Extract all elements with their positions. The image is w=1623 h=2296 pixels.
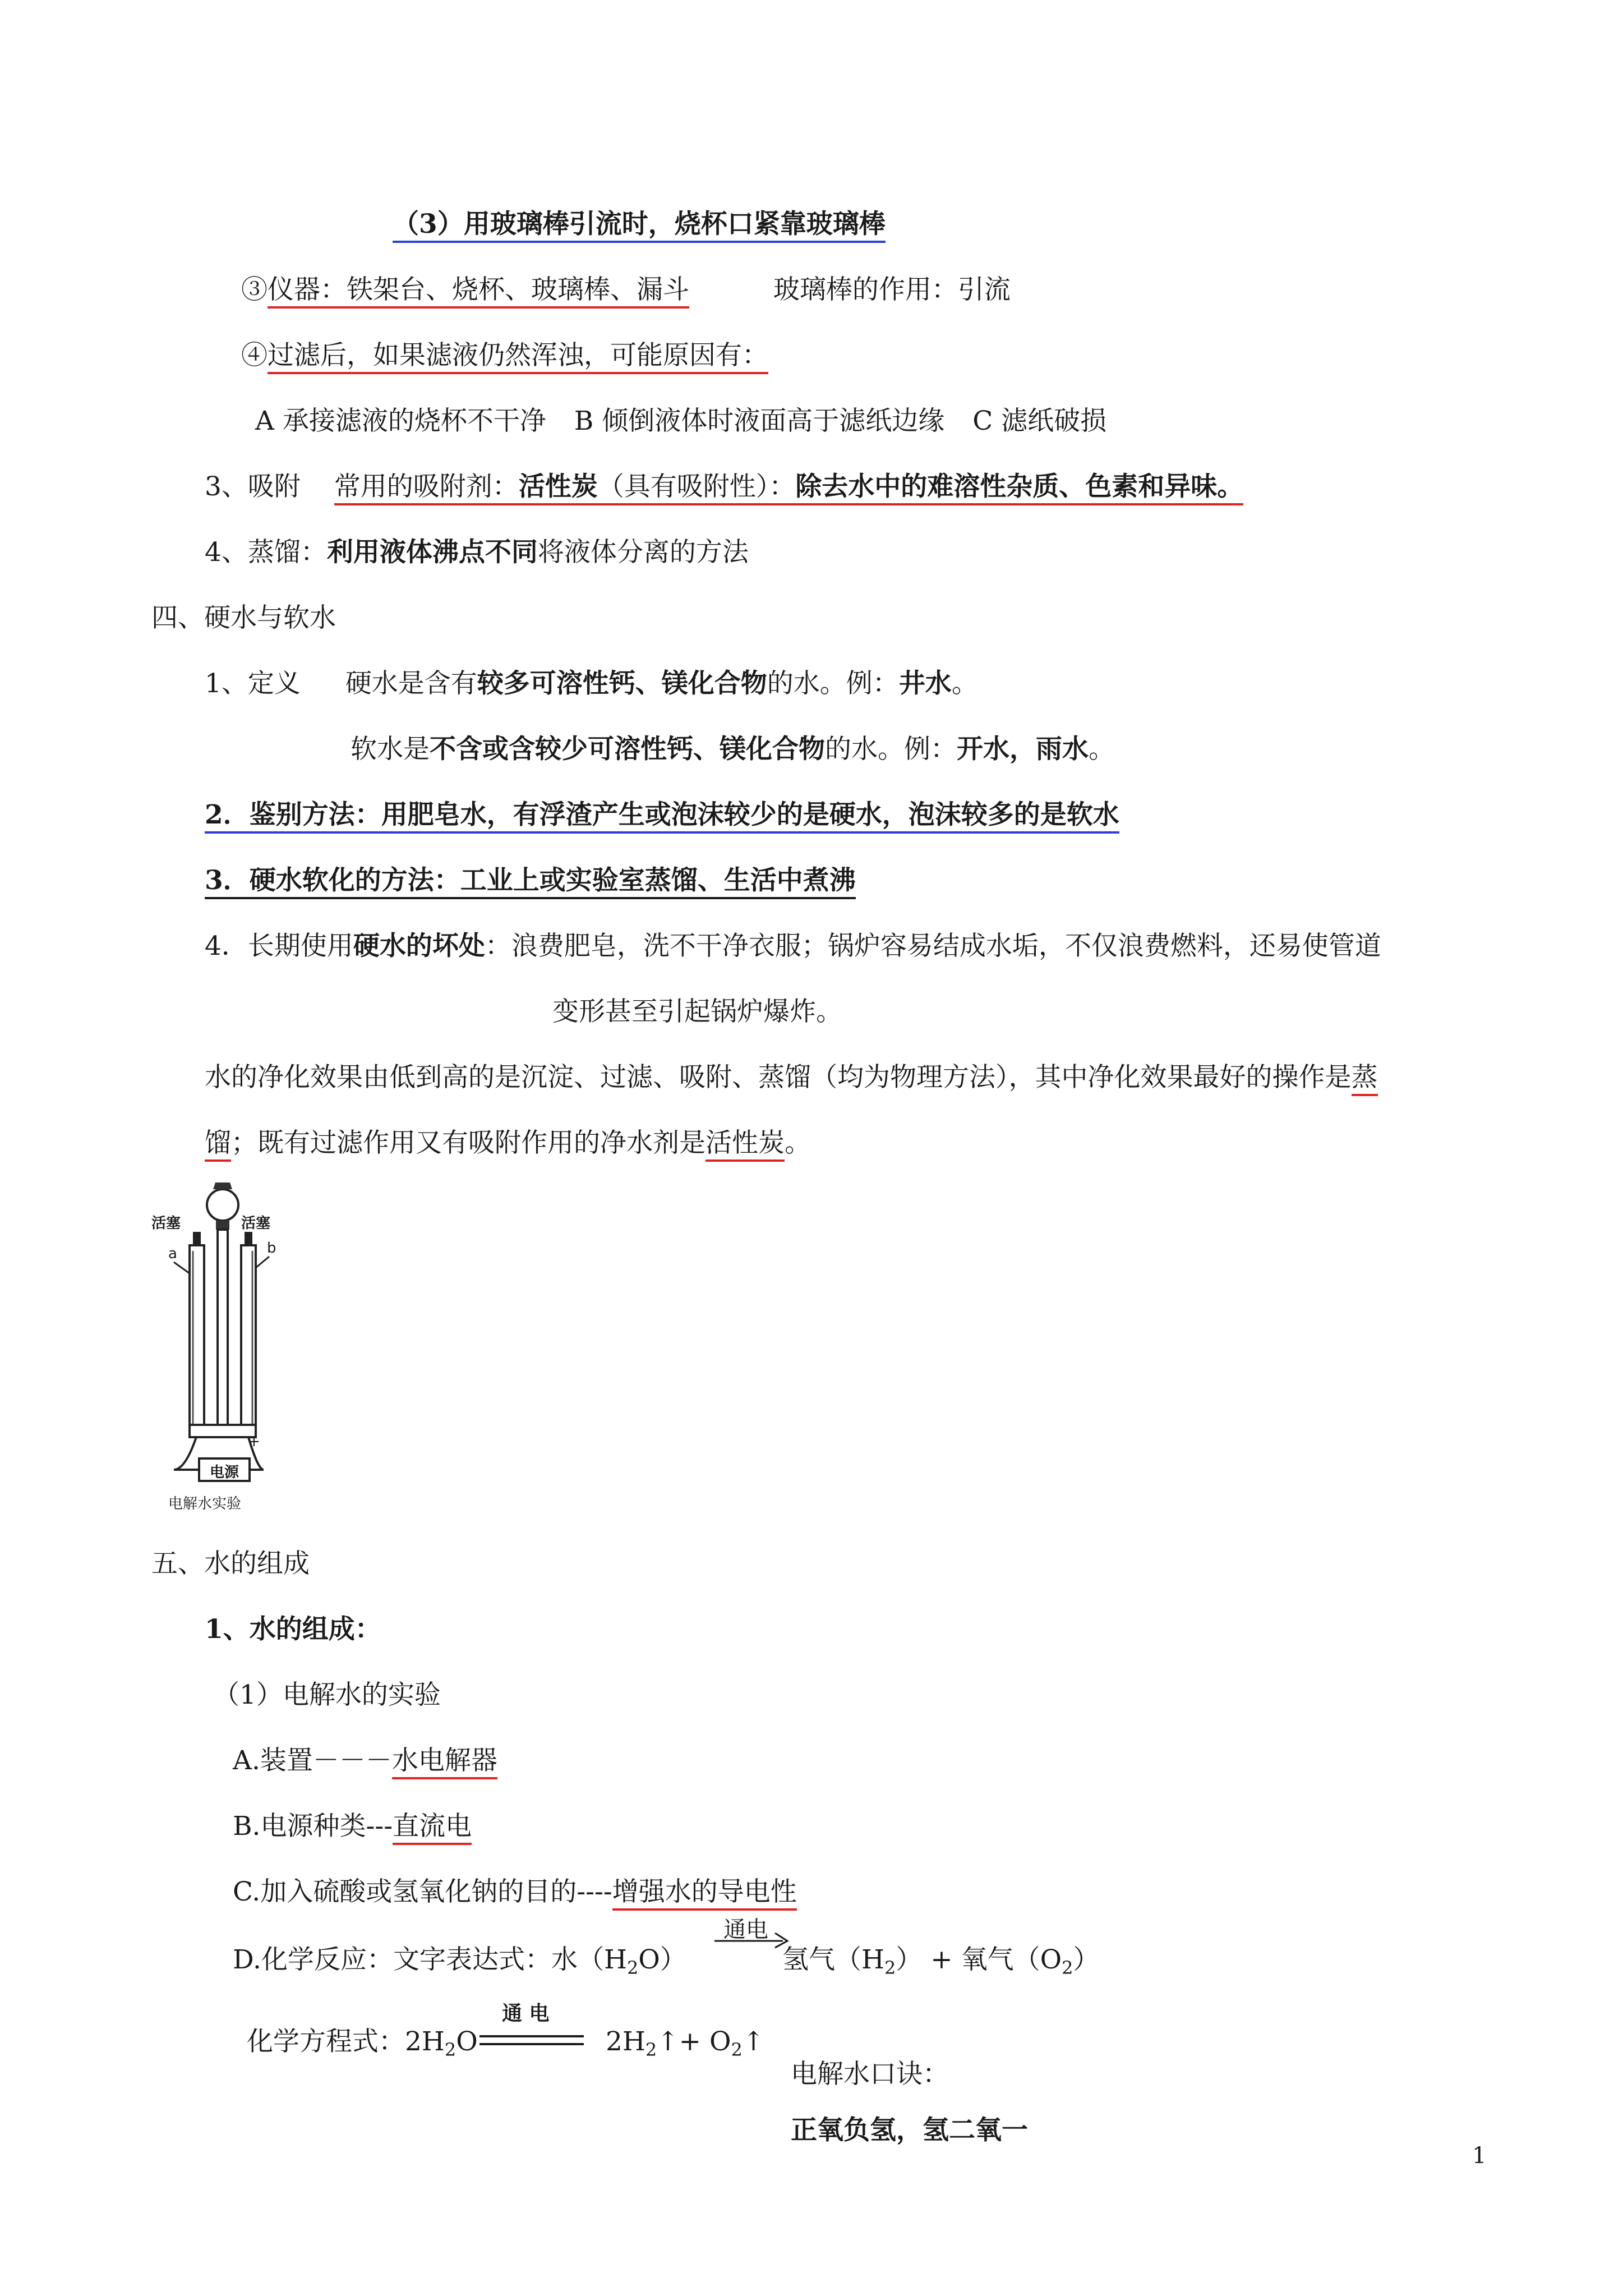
chem-eq-product-1: 2H	[606, 2026, 645, 2057]
line-8	[205, 667, 978, 701]
mnemonic-title: 电解水口诀：	[791, 2059, 949, 2090]
plus-terminal: +	[248, 1433, 260, 1450]
soft-water-example: 开水，雨水	[957, 734, 1089, 765]
line-4	[255, 404, 1106, 438]
subscript: 2	[645, 2039, 657, 2060]
period: 。	[785, 1128, 811, 1158]
chem-eq-product-2: ↑+ O	[657, 2026, 731, 2057]
harm-key: 硬水的坏处	[353, 931, 485, 961]
subscript: 2	[731, 2039, 743, 2060]
line-3	[241, 339, 768, 372]
chem-eq-equals	[479, 2032, 586, 2049]
additive-purpose-label: C.加入硫酸或氢氧化钠的目的----	[233, 1876, 612, 1907]
purification-order: 水的净化效果由低到高的是沉淀、过滤、吸附、蒸馏（均为物理方法），其中净化效果最好的操作是	[205, 1062, 1352, 1093]
hard-water-key: 较多可溶性钙、镁化合物	[477, 668, 767, 699]
line-1	[393, 208, 886, 241]
power-type-label: B.电源种类---	[233, 1811, 393, 1842]
line-6	[205, 536, 749, 569]
tube-b-label: b	[267, 1240, 276, 1257]
power-source-label: 电源	[210, 1464, 239, 1481]
line-10	[205, 798, 1119, 832]
word-eq-reactant: D.化学反应：文字表达式：水（H	[233, 1944, 627, 1975]
figure-caption: 电解水实验	[168, 1496, 242, 1512]
line-12	[205, 930, 1381, 963]
word-eq-product-1: 氢气（H	[782, 1944, 884, 1975]
purifier-intro: ；既有过滤作用又有吸附作用的净水剂是	[231, 1128, 706, 1158]
hard-water-example-label: 的水。例：	[767, 668, 899, 699]
best-method-part2: 馏	[205, 1128, 231, 1162]
adsorbent-label: 常用的吸附剂：	[334, 471, 519, 502]
distillation-principle: 利用液体沸点不同	[326, 537, 538, 568]
apparatus-label: A.装置－－－	[233, 1745, 392, 1776]
line-21	[233, 1875, 797, 1909]
best-method-part1: 蒸	[1352, 1062, 1378, 1096]
period: 。	[951, 668, 978, 699]
subscript: 2	[626, 1957, 639, 1978]
word-eq-reactant-end: O）	[638, 1944, 686, 1975]
gas-arrow: ↑	[742, 2026, 765, 2057]
page-number: 1	[1472, 2143, 1487, 2169]
apparatus-list: 仪器：铁架台、烧杯、玻璃棒、漏斗	[268, 274, 689, 309]
soft-water-key: 不含或含较少可溶性钙、镁化合物	[430, 734, 825, 765]
valve-label-right: 活塞	[241, 1215, 271, 1232]
circled-3: ③	[241, 274, 268, 305]
glass-rod-role: 玻璃棒的作用：引流	[773, 274, 1011, 305]
line-19	[233, 1744, 497, 1778]
softening-method: 3．硬水软化的方法：工业上或实验室蒸馏、生活中煮沸	[205, 865, 856, 899]
word-eq-arrow	[712, 1929, 791, 1949]
line-23-products	[606, 2025, 764, 2067]
reason-a: A 承接滤液的烧杯不干净	[255, 406, 546, 436]
line-14	[205, 1061, 1378, 1094]
additive-purpose-answer: 增强水的导电性	[612, 1876, 797, 1911]
apparatus-answer: 水电解器	[392, 1745, 497, 1779]
distillation-heading: 4、蒸馏：	[205, 537, 327, 568]
tube-a-label: a	[168, 1245, 177, 1262]
chem-eq-condition: 通 电	[502, 2002, 550, 2025]
identification-method: 2．鉴别方法：用肥皂水，有浮渣产生或泡沫较少的是硬水，泡沫较多的是软水	[205, 799, 1119, 834]
hard-water-example: 井水	[898, 668, 952, 699]
harm-desc-cont: 变形甚至引起锅炉爆炸。	[552, 996, 842, 1027]
word-eq-end: ）	[1073, 1944, 1100, 1975]
reason-c: C 滤纸破损	[972, 406, 1107, 436]
hard-water-text: 硬水是含有	[345, 668, 477, 699]
line-5	[205, 470, 1243, 504]
distillation-desc: 将液体分离的方法	[537, 537, 749, 568]
adsorption-effect: 除去水中的难溶性杂质、色素和异味。	[795, 471, 1244, 502]
electrolysis-figure	[151, 1178, 280, 1515]
subscript: 2	[884, 1957, 896, 1978]
line-2	[241, 273, 1011, 307]
water-composition-heading: 1、水的组成：	[205, 1614, 381, 1645]
power-type-answer: 直流电	[393, 1811, 472, 1845]
definition-heading: 1、定义	[205, 668, 301, 699]
section-5-title: 五、水的组成	[151, 1548, 310, 1579]
line-9	[351, 733, 1115, 766]
line-15	[205, 1126, 811, 1160]
line-23	[247, 2025, 478, 2067]
subscript: 2	[444, 2039, 457, 2060]
line-11	[205, 864, 856, 898]
valve-label-left: 活塞	[151, 1215, 181, 1232]
line-22-products	[782, 1943, 1100, 1985]
purifier-name: 活性炭	[706, 1128, 785, 1162]
word-eq-condition: 通电	[723, 1917, 768, 1943]
subscript: 2	[1062, 1957, 1073, 1978]
electrolysis-experiment-heading: （1）电解水的实验	[213, 1680, 441, 1710]
period: 。	[1089, 734, 1115, 765]
soft-water-text: 软水是	[351, 734, 430, 765]
mnemonic-text: 正氧负氢，氢二氧一	[791, 2115, 1028, 2146]
activated-carbon: 活性炭	[518, 471, 598, 502]
soft-water-example-label: 的水。例：	[825, 734, 957, 765]
line-22	[233, 1943, 686, 1985]
turbid-reason-intro: 过滤后，如果滤液仍然浑浊，可能原因有：	[268, 340, 768, 374]
word-eq-product-2: ） + 氧气（O	[896, 1944, 1062, 1975]
harm-desc: ：浪费肥皂，洗不干净衣服；锅炉容易结成水垢，不仅浪费燃料，还易使管道	[485, 931, 1381, 961]
filter-step-3: （3）用玻璃棒引流时，烧杯口紧靠玻璃棒	[393, 209, 886, 243]
section-4-title: 四、硬水与软水	[151, 602, 336, 633]
harm-intro: 4．长期使用	[205, 931, 353, 961]
reason-b: B 倾倒液体时液面高于滤纸边缘	[574, 406, 945, 436]
adsorption-heading: 3、吸附	[205, 471, 301, 502]
chem-eq-reactant-end: O	[456, 2026, 478, 2057]
chem-eq-label: 化学方程式：2H	[247, 2026, 445, 2057]
adsorbent-property: （具有吸附性）：	[597, 471, 796, 502]
circled-4: ④	[241, 340, 268, 371]
line-20	[233, 1810, 472, 1843]
